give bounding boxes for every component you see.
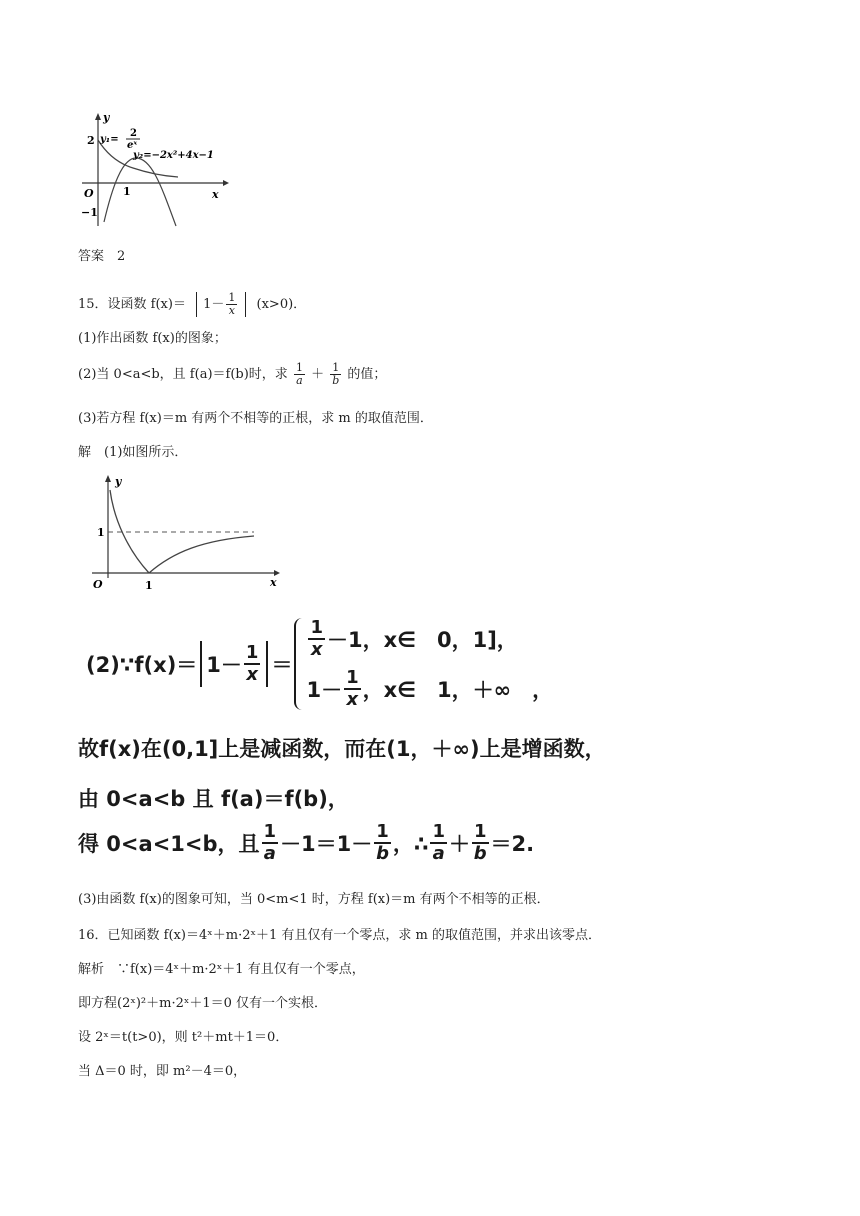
sol2-decreasing-line <box>78 733 606 763</box>
q15-stem-b: (x>0)． <box>256 297 307 312</box>
sol2-case2-head: 1－ <box>306 678 343 702</box>
sol2-case2 <box>306 668 553 710</box>
sol2-abs <box>200 641 268 687</box>
sol2-decreasing-text: 故f(x)在(0,1]上是减函数，而在(1，＋∞)上是增函数， <box>78 737 606 761</box>
sol3-line <box>78 891 550 909</box>
sol2-g-n4: 1 <box>473 821 487 842</box>
sol2-g-n1: 1 <box>263 821 277 842</box>
sol2-eq: ＝ <box>271 653 293 677</box>
graph2-tick-1y: 1 <box>97 526 105 539</box>
graph1-y1-prefix: y₁= <box>100 134 119 145</box>
sol2-g-end: ＝2. <box>490 832 535 856</box>
q15-p2-a: (2)当 0<a<b，且 f(a)＝f(b)时，求 <box>78 367 288 382</box>
sol2-g-frac1 <box>262 822 279 864</box>
q15-part3 <box>78 410 433 428</box>
graph1-x-label: x <box>212 188 219 201</box>
sol2-get-a: 得 0<a<1<b，且 <box>78 832 260 856</box>
q15-p2-n2: 1 <box>332 361 340 374</box>
sol2-g-d3: a <box>432 843 445 864</box>
q15-p2-plus: ＋ <box>311 367 325 382</box>
q15-part2 <box>78 362 386 387</box>
solution-label-text: 解 (1)如图所示． <box>78 445 188 460</box>
sol2-case2-frac <box>344 668 361 710</box>
q15-p2-n1: 1 <box>295 361 303 374</box>
graph2-tick-1x: 1 <box>145 579 153 592</box>
graph1-tick-2: 2 <box>87 134 95 147</box>
q15-p1-text: (1)作出函数 f(x)的图象； <box>78 331 227 346</box>
sol2-case1-den: x <box>310 639 323 660</box>
q15-abs-den: x <box>228 304 235 317</box>
sol2-g-d4: b <box>473 843 487 864</box>
q15-abs <box>196 292 246 317</box>
sol2-g-frac2 <box>374 822 391 864</box>
q16-line4-text: 当 Δ＝0 时，即 m²－4＝0， <box>78 1064 247 1079</box>
q16-stem-text: 16．已知函数 f(x)＝4ˣ＋m·2ˣ＋1 有且仅有一个零点，求 m 的取值范围，并求出该零点． <box>78 928 601 943</box>
y-axis-arrow <box>105 475 111 482</box>
sol2-brace <box>294 618 302 710</box>
sol2-abs-frac <box>244 643 261 685</box>
graph1-y2-label: y₂=−2x²+4x−1 <box>133 150 214 161</box>
curve-y2 <box>104 158 176 226</box>
q15-abs-frac <box>226 292 237 317</box>
q16-line1 <box>78 961 365 979</box>
q15-p2-d2: b <box>332 374 340 387</box>
q16-line4 <box>78 1063 246 1081</box>
q15-p2-b: 的值； <box>347 367 387 382</box>
sol2-g-n3: 1 <box>432 821 445 842</box>
sol2-case2-num: 1 <box>346 667 359 688</box>
q15-p3-text: (3)若方程 f(x)＝m 有两个不相等的正根，求 m 的取值范围． <box>78 411 433 426</box>
sol2-cases <box>306 618 553 710</box>
sol2-abs-den: x <box>246 664 258 685</box>
sol2-from-line <box>78 783 349 813</box>
sol2-g-d2: b <box>376 843 389 864</box>
q15-part1 <box>78 330 227 348</box>
q15-p2-d1: a <box>296 374 303 387</box>
q16-line1-text: 解析 ∵f(x)＝4ˣ＋m·2ˣ＋1 有且仅有一个零点， <box>78 962 365 977</box>
graph1-tick-1: 1 <box>123 185 131 198</box>
q15-p2-frac1 <box>294 362 305 387</box>
sol2-g-mid: －1＝1－ <box>280 832 373 856</box>
sol2-get-line <box>78 822 534 864</box>
answer-line <box>78 248 125 266</box>
sol2-case1-num: 1 <box>310 617 323 638</box>
q16-line3 <box>78 1029 288 1047</box>
graph1-y-label: y <box>103 111 110 124</box>
sol3-text: (3)由函数 f(x)的图象可知，当 0<m<1 时，方程 f(x)＝m 有两个不相等的正根． <box>78 892 550 907</box>
graph-abs-function <box>78 470 288 600</box>
y-axis-arrow <box>95 113 101 120</box>
sol2-g-plus: ＋ <box>448 832 470 856</box>
x-axis-arrow <box>223 180 229 186</box>
sol2-case2-tail: ，x∈ 1，＋∞ ， <box>362 678 554 702</box>
sol2-from-text: 由 0<a<b 且 f(a)＝f(b)， <box>78 787 349 811</box>
q16-line3-text: 设 2ˣ＝t(t>0)，则 t²＋mt＋1＝0． <box>78 1030 289 1045</box>
graph2-x-label: x <box>270 576 277 589</box>
q15-stem <box>78 292 306 317</box>
sol2-case1-frac <box>308 618 325 660</box>
sol2-piecewise <box>86 618 553 710</box>
graph1-origin: O <box>84 187 94 200</box>
sol2-abs-1: 1－ <box>206 653 242 677</box>
curve-right-branch <box>149 536 254 573</box>
sol2-g-n2: 1 <box>376 821 389 842</box>
graph2-origin: O <box>93 578 103 591</box>
q15-abs-num: 1 <box>228 291 236 304</box>
sol2-case1-tail: －1，x∈ 0，1]， <box>326 628 518 652</box>
graph1-tick-neg1: −1 <box>81 206 98 219</box>
graph2-y-label: y <box>115 475 122 488</box>
q15-p2-frac2 <box>330 362 341 387</box>
q16-line2-text: 即方程(2ˣ)²＋m·2ˣ＋1＝0 仅有一个实根． <box>78 996 328 1011</box>
answer-text: 答案 2 <box>78 249 126 264</box>
q16-line2 <box>78 995 327 1013</box>
sol2-lhs: (2)∵f(x)＝ <box>86 653 198 677</box>
sol2-g-frac3 <box>430 822 447 864</box>
graph-intersection <box>78 108 238 228</box>
graph1-y1-num: 2 <box>130 128 137 139</box>
q15-abs-1: 1－ <box>203 296 225 312</box>
graph1-y1-den: eˣ <box>127 140 138 151</box>
sol2-abs-num: 1 <box>245 642 259 663</box>
q15-stem-a: 15．设函数 f(x)＝ <box>78 297 186 312</box>
sol2-case1 <box>306 618 553 660</box>
sol2-g-d1: a <box>263 843 276 864</box>
sol2-g-mid2: ，∴ <box>392 832 429 856</box>
sol2-case2-den: x <box>346 689 359 710</box>
q16-stem <box>78 927 601 945</box>
solution-label <box>78 444 187 462</box>
sol2-g-frac4 <box>472 822 489 864</box>
